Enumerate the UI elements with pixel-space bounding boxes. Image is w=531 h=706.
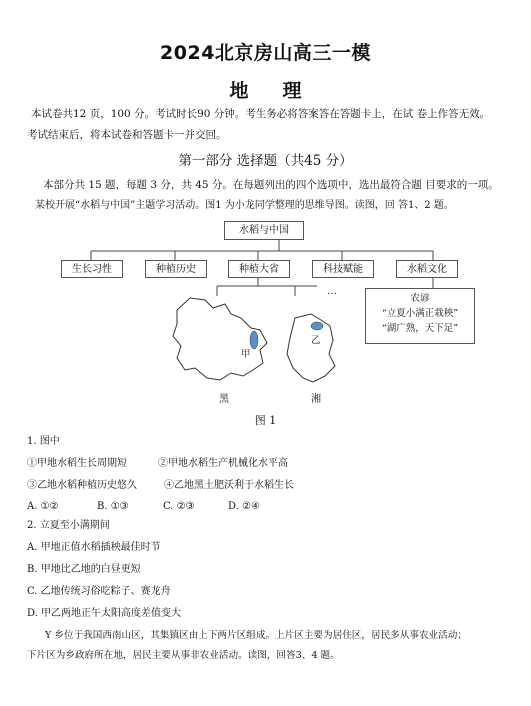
q1-statement-4: ④乙地黑土肥沃利于水稻生长: [164, 480, 294, 491]
diagram-ellipsis: …: [327, 286, 337, 297]
branch-node-5: 水稻文化: [396, 260, 458, 278]
proverb-heading: 农谚: [410, 293, 430, 304]
question-intro: 某校开展“水稻与中国”主题学习活动。图1 为小龙同学整理的思维导图。读图，回 答1、2 题。: [35, 200, 454, 211]
proverb-line-1: “立夏小满正栽秧”: [381, 308, 459, 319]
q2-option-c[interactable]: C. 乙地传统习俗吃粽子、赛龙舟: [27, 586, 171, 597]
q1-option-b[interactable]: B. ①③: [97, 501, 129, 512]
proverb-line-2: “湖广熟，天下足”: [381, 323, 459, 334]
map-label-xiang: 湘: [311, 394, 321, 405]
q2-option-d[interactable]: D. 甲乙两地正午太阳高度差值变大: [27, 608, 182, 619]
subject-char-1: 地: [229, 80, 249, 102]
question-1-stem: 1. 图中: [27, 436, 60, 447]
instruction-line-2: 考试结束后，将本试卷和答题卡一并交回。: [27, 129, 227, 141]
region-marker-right: [311, 322, 323, 330]
exam-title: 2024北京房山高三一模: [160, 42, 371, 64]
section-title: 第一部分 选择题（共45 分）: [178, 153, 353, 169]
map-label-hei: 黑: [219, 394, 229, 405]
q1-option-a[interactable]: A. ①②: [27, 501, 59, 512]
section-description: 本部分共 15 题，每题 3 分，共 45 分。在每题列出的四个选项中，选出最符合题 目要求的一项。: [43, 179, 499, 191]
q1-option-d[interactable]: D. ②④: [228, 501, 260, 512]
branch-node-2: 种植历史: [145, 260, 207, 278]
next-intro-line-2: 下片区为乡政府所在地，居民主要从事非农业活动。读图，回答3、4 题。: [27, 650, 340, 661]
q1-option-c[interactable]: C. ②③: [163, 501, 195, 512]
subject-char-2: 理: [282, 80, 302, 102]
q1-statement-1: ①甲地水稻生长周期短: [27, 458, 127, 469]
province-map-right: [287, 314, 335, 382]
question-2-stem: 2. 立夏至小满期间: [27, 520, 110, 531]
proverb-box: [365, 288, 475, 344]
subject-heading: [0, 76, 531, 103]
q1-statement-2: ②甲地水稻生产机械化水平高: [158, 458, 288, 469]
marker-label-yi: 乙: [311, 335, 321, 346]
region-marker-left: [250, 331, 258, 349]
branch-node-4: 科技赋能: [312, 260, 374, 278]
branch-node-1: 生长习性: [61, 260, 123, 278]
figure-caption: 图 1: [254, 414, 277, 427]
instruction-line-1: 本试卷共12 页，100 分。考试时长90 分钟。考生务必将答案答在答题卡上，在试 卷上作答无效。: [31, 108, 491, 120]
branch-node-3: 种植大省: [228, 260, 290, 278]
q2-option-a[interactable]: A. 甲地正值水稻插秧最佳时节: [27, 542, 161, 553]
q2-option-b[interactable]: B. 甲地比乙地的白昼更短: [27, 564, 141, 575]
next-intro-line-1: Y 乡位于我国西南山区，其集镇区由上下两片区组成。上片区主要为居住区，居民多从事农业活动；: [45, 630, 467, 641]
marker-label-jia: 甲: [241, 349, 251, 360]
mind-map-diagram: [55, 218, 475, 408]
q1-statement-3: ③乙地水稻种植历史悠久: [27, 480, 137, 491]
root-node: 水稻与中国: [224, 221, 304, 240]
